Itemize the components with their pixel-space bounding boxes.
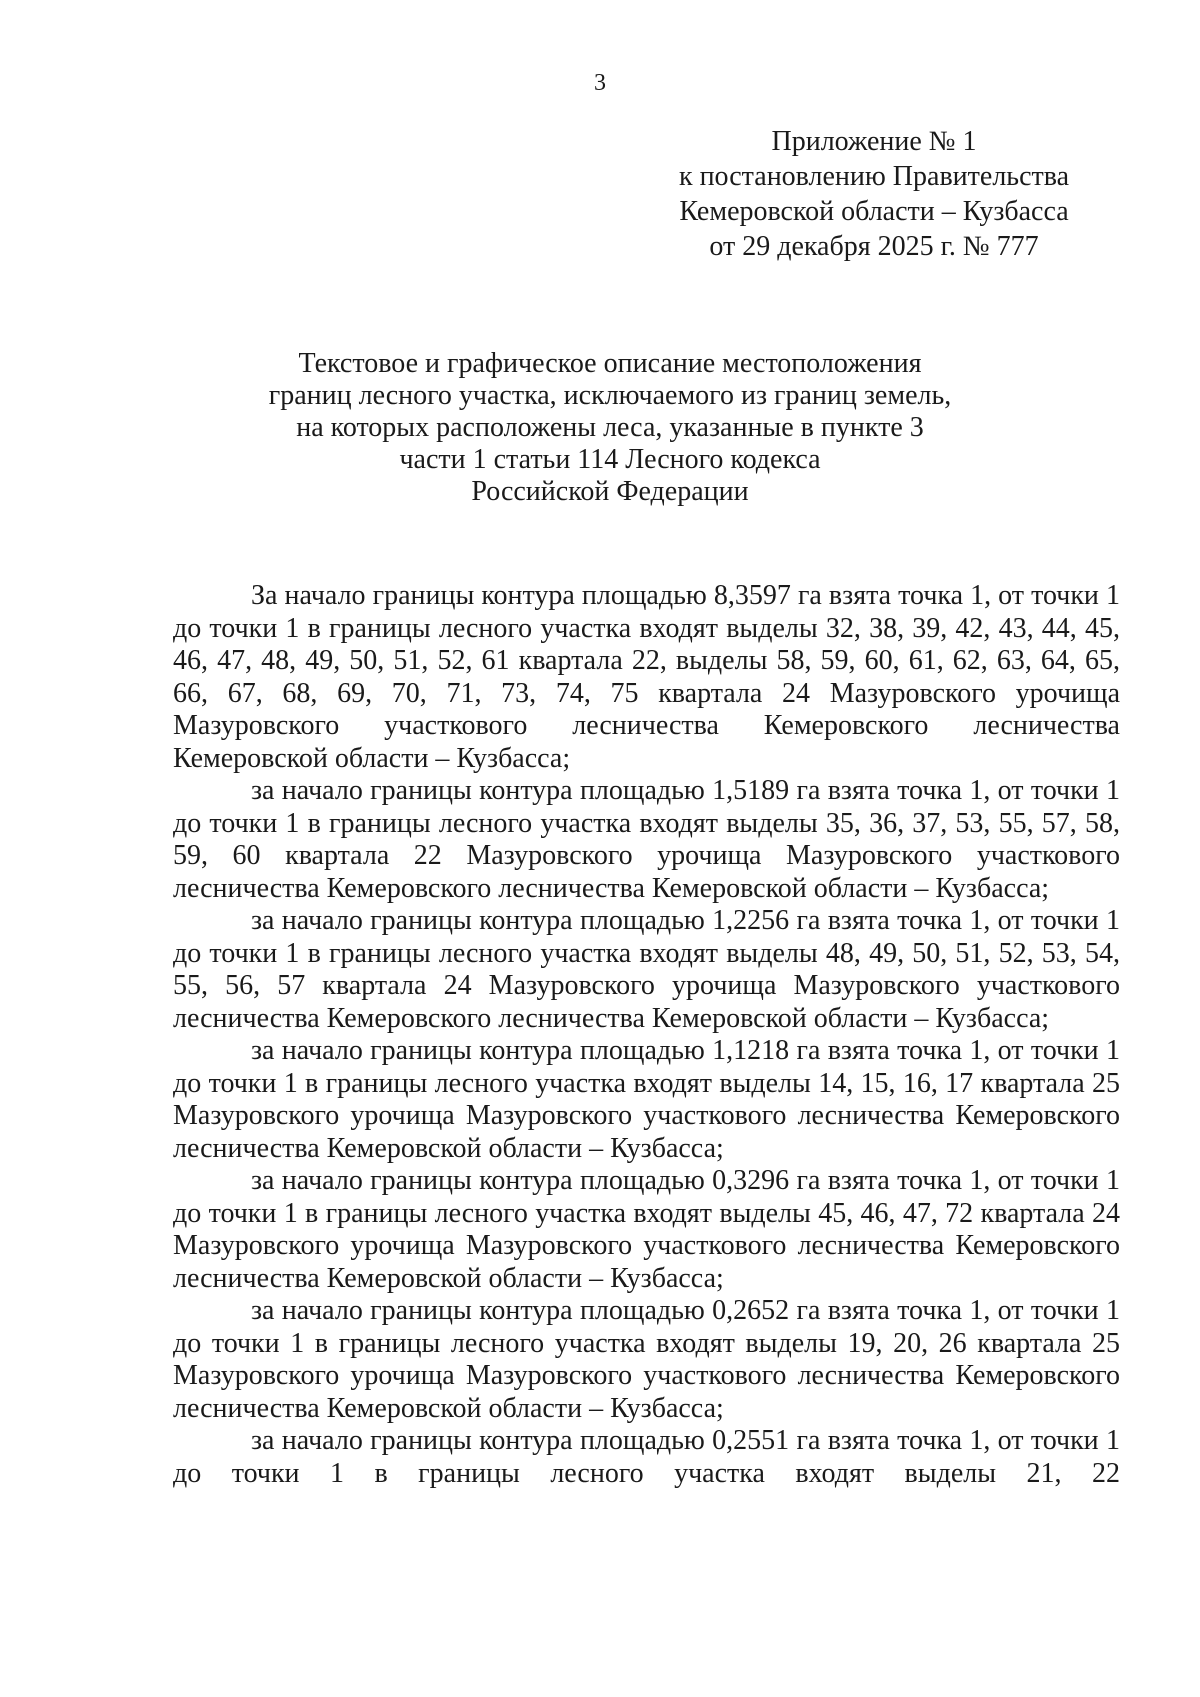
- paragraph: за начало границы контура площадью 0,2551 га взята точка 1, от точки 1 до точки 1 в границы лесного участка входят выделы 21, 22: [173, 1425, 1120, 1489]
- appendix-line: Приложение № 1: [771, 126, 977, 157]
- appendix-line: Кемеровской области – Кузбасса: [679, 196, 1069, 227]
- title-line: границ лесного участка, исключаемого из границ земель,: [268, 380, 952, 411]
- paragraph: за начало границы контура площадью 0,3296 га взята точка 1, от точки 1 до точки 1 в границы лесного участка входят выделы 45, 46, 47, 72 квартала 24 Мазуровского урочища Мазуровского участкового лесничества Кемеровского лесничества Кемеровской области – Кузбасса;: [173, 1165, 1120, 1294]
- paragraph: за начало границы контура площадью 1,5189 га взята точка 1, от точки 1 до точки 1 в границы лесного участка входят выделы 35, 36, 37, 53, 55, 57, 58, 59, 60 квартала 22 Мазуровского урочища Мазуровского участкового лесничества Кемеровского лесничества Кемеровской области – Кузбасса;: [173, 775, 1120, 904]
- title-line: на которых расположены леса, указанные в пункте 3: [296, 412, 924, 443]
- paragraph: за начало границы контура площадью 1,2256 га взята точка 1, от точки 1 до точки 1 в границы лесного участка входят выделы 48, 49, 50, 51, 52, 53, 54, 55, 56, 57 квартала 24 Мазуровского урочища Мазуровского участкового лесничества Кемеровского лесничества Кемеровской области – Кузбасса;: [173, 905, 1120, 1034]
- appendix-header: [600, 124, 1148, 264]
- document-body: [173, 580, 1120, 1490]
- appendix-line: от 29 декабря 2025 г. № 777: [709, 231, 1039, 262]
- paragraph: за начало границы контура площадью 1,1218 га взята точка 1, от точки 1 до точки 1 в границы лесного участка входят выделы 14, 15, 16, 17 квартала 25 Мазуровского урочища Мазуровского участкового лесничества Кемеровского лесничества Кемеровской области – Кузбасса;: [173, 1035, 1120, 1164]
- title-line: Российской Федерации: [471, 476, 749, 507]
- document-title: [170, 348, 1050, 508]
- paragraph: За начало границы контура площадью 8,3597 га взята точка 1, от точки 1 до точки 1 в границы лесного участка входят выделы 32, 38, 39, 42, 43, 44, 45, 46, 47, 48, 49, 50, 51, 52, 61 квартала 22, выделы 58, 59, 60, 61, 62, 63, 64, 65, 66, 67, 68, 69, 70, 71, 73, 74, 75 квартала 24 Мазуровского урочища Мазуровского участкового лесничества Кемеровского лесничества Кемеровской области – Кузбасса;: [173, 580, 1120, 774]
- appendix-line: к постановлению Правительства: [678, 161, 1070, 192]
- page-number: 3: [594, 70, 606, 96]
- paragraph: за начало границы контура площадью 0,2652 га взята точка 1, от точки 1 до точки 1 в границы лесного участка входят выделы 19, 20, 26 квартала 25 Мазуровского урочища Мазуровского участкового лесничества Кемеровского лесничества Кемеровской области – Кузбасса;: [173, 1295, 1120, 1424]
- title-line: части 1 статьи 114 Лесного кодекса: [399, 444, 821, 475]
- title-line: Текстовое и графическое описание местоположения: [298, 348, 922, 379]
